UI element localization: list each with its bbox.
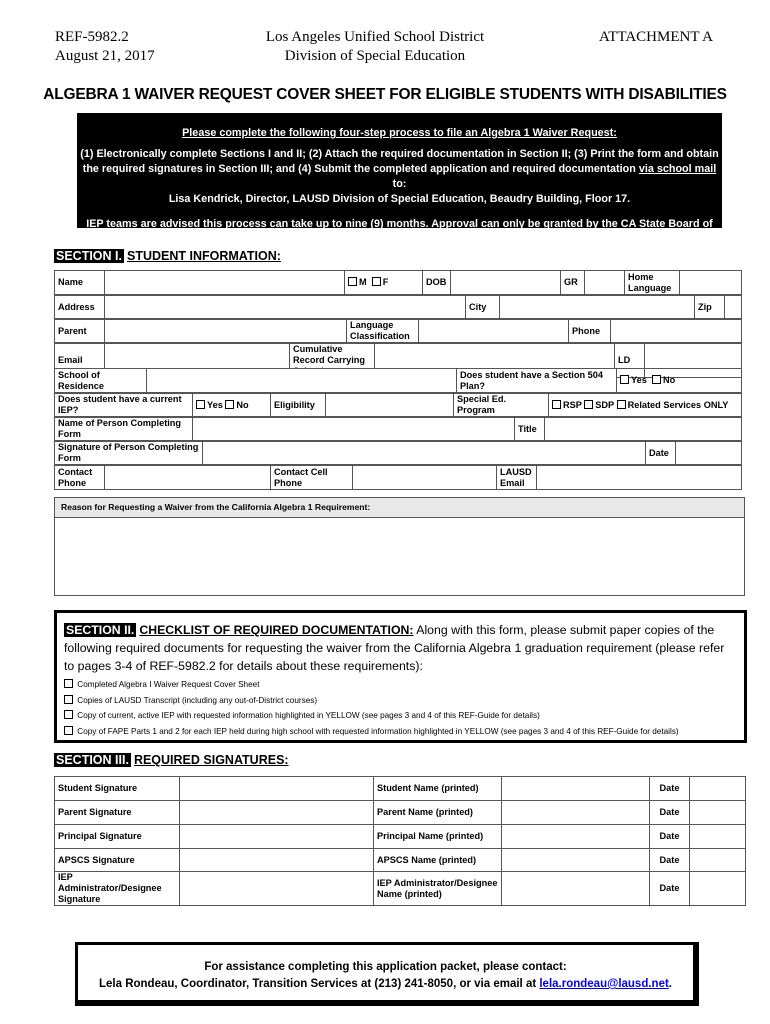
section3-name: REQUIRED SIGNATURES: (133, 753, 289, 767)
contact-cell-label: Contact Cell Phone (271, 466, 353, 490)
section504-label: Does student have a Section 504 Plan? (457, 369, 617, 393)
signatures-table (54, 776, 746, 906)
checklist-item[interactable] (64, 708, 737, 724)
phone-field[interactable] (611, 320, 742, 343)
home-language-label: Home Language (625, 271, 680, 295)
city-field[interactable] (500, 296, 695, 319)
form-title: ALGEBRA 1 WAIVER REQUEST COVER SHEET FOR ELIGIBLE STUDENTS WITH DISABILITIES (43, 86, 727, 103)
checkbox-f[interactable] (372, 277, 381, 286)
gr-field[interactable] (585, 271, 625, 295)
title-field[interactable] (545, 418, 742, 441)
contact-line2 (78, 976, 693, 993)
contact-phone-field[interactable] (105, 466, 271, 490)
cumulative-record-label: Cumulative Record Carrying (290, 344, 375, 378)
section504-no-label: No (662, 375, 676, 385)
signature-row (55, 849, 746, 872)
dob-label: DOB (423, 271, 451, 295)
row-person-completing (54, 417, 742, 441)
sig-field[interactable] (180, 777, 374, 801)
city-label: City (466, 296, 500, 319)
program-related-services-label: Related Services ONLY (627, 399, 729, 410)
gender-f-label: F (382, 277, 389, 287)
parent-field[interactable] (105, 320, 347, 343)
name-label: Name (55, 271, 105, 295)
current-iep-label: Does student have a current IEP? (55, 394, 193, 417)
row-signature-person (54, 441, 742, 465)
sig-label: Principal Signature (55, 825, 180, 849)
sig-label: IEP Administrator/Designee Signature (55, 872, 180, 906)
instructions-line3: Lisa Kendrick, Director, LAUSD Division of Special Education, Beaudry Building, Floor 17. (168, 193, 631, 205)
checklist-item-label: Copy of FAPE Parts 1 and 2 for each IEP held during high school with requested information highlighted in YELLOW (see pages 3 and 4 of this REF-Guide for details) (77, 726, 679, 736)
date-label: Date (650, 825, 690, 849)
checkbox-504-yes[interactable] (620, 375, 629, 384)
printed-label: Principal Name (printed) (374, 825, 502, 849)
checklist-item-label: Completed Algebra I Waiver Request Cover Sheet (77, 680, 260, 689)
lausd-email-field[interactable] (537, 466, 742, 490)
gender-m-label: M (359, 277, 367, 287)
eligibility-label: Eligibility (271, 394, 326, 417)
section504-options (617, 369, 742, 393)
lausd-email-label: LAUSD Email (497, 466, 537, 490)
name-field[interactable] (105, 271, 345, 295)
instructions-box (77, 113, 722, 245)
person-completing-label: Name of Person Completing Form (55, 418, 193, 441)
eligibility-field[interactable] (326, 394, 454, 417)
gr-label: GR (561, 271, 585, 295)
email-label: Email (55, 344, 105, 378)
section1-heading (54, 249, 281, 263)
iep-no[interactable] (225, 400, 248, 410)
printed-label: Parent Name (printed) (374, 801, 502, 825)
date-field[interactable] (690, 777, 746, 801)
zip-label: Zip (695, 296, 725, 319)
person-completing-field[interactable] (193, 418, 515, 441)
section1-tag: SECTION I. (56, 249, 122, 263)
instructions-line2-text: the required signatures in Section III; and (4) Submit the completed application and required documentation (82, 163, 639, 175)
program-rsp-label: RSP (563, 399, 582, 410)
checklist (64, 677, 737, 739)
printed-field[interactable] (502, 777, 650, 801)
signature-row (55, 777, 746, 801)
section2-intro (64, 621, 737, 675)
signature-row (55, 872, 746, 906)
school-of-residence-label: School of Residence (55, 369, 147, 393)
row-iep (54, 393, 742, 417)
ref-number: REF-5982.2 (55, 29, 129, 45)
instructions-heading: Please complete the following four-step process to file an Algebra 1 Waiver Request: (182, 127, 617, 139)
program-related-services[interactable] (617, 400, 729, 410)
program-sdp-label: SDP (595, 399, 615, 410)
date-field[interactable] (690, 872, 746, 906)
sig-label: Parent Signature (55, 801, 180, 825)
signature-row (55, 801, 746, 825)
checkbox-item-3[interactable] (64, 710, 73, 719)
program-sdp[interactable] (584, 400, 614, 410)
attachment-label: ATTACHMENT A (599, 29, 713, 45)
section2-name: CHECKLIST OF REQUIRED DOCUMENTATION: (139, 623, 414, 637)
row-contact (54, 465, 742, 490)
instructions-line1: (1) Electronically complete Sections I and II; (2) Attach the required documentation in Section II; (3) Print the form and obtain (80, 148, 719, 160)
checkbox-rsp[interactable] (552, 400, 561, 409)
date-field[interactable] (690, 849, 746, 872)
section504-yes[interactable] (620, 375, 647, 385)
section2-heading (64, 623, 414, 637)
district-header (230, 28, 520, 66)
printed-field[interactable] (502, 849, 650, 872)
reason-box (54, 497, 745, 596)
instructions-line2-end: to: (392, 178, 407, 190)
parent-label: Parent (55, 320, 105, 343)
checkbox-iep-no[interactable] (225, 400, 234, 409)
section2-tag: SECTION II. (66, 623, 135, 637)
checkbox-sdp[interactable] (584, 400, 593, 409)
printed-label: APSCS Name (printed) (374, 849, 502, 872)
checkbox-item-1[interactable] (64, 679, 73, 688)
row-name (54, 270, 742, 295)
section504-yes-label: Yes (631, 375, 647, 385)
sig-label: Student Signature (55, 777, 180, 801)
row-parent (54, 319, 742, 343)
dob-field[interactable] (451, 271, 561, 295)
sig-field[interactable] (180, 849, 374, 872)
sig-field[interactable] (180, 825, 374, 849)
row-school (54, 368, 742, 393)
language-classification-field[interactable] (419, 320, 569, 343)
reason-field[interactable] (55, 518, 744, 596)
section504-no[interactable] (652, 375, 675, 385)
section2-box (54, 610, 747, 743)
division-name: Division of Special Education (284, 48, 466, 64)
program-rsp[interactable] (552, 400, 582, 410)
contact-email-link[interactable]: lela.rondeau@lausd.net (539, 978, 669, 990)
gender-options (345, 271, 423, 295)
checklist-item[interactable] (64, 677, 737, 693)
date-label: Date (650, 872, 690, 906)
iep-no-label: No (236, 399, 249, 410)
checklist-item[interactable] (64, 693, 737, 709)
checkbox-item-2[interactable] (64, 695, 73, 704)
phone-label: Phone (569, 320, 611, 343)
school-mail-link: via school mail (638, 163, 717, 175)
date-label: Date (650, 849, 690, 872)
printed-label: Student Name (printed) (374, 777, 502, 801)
signature-person-field[interactable] (203, 442, 646, 465)
ld-label: LD (615, 344, 645, 378)
district-name: Los Angeles Unified School District (265, 29, 485, 45)
section1-name: STUDENT INFORMATION: (126, 249, 281, 263)
address-label: Address (55, 296, 105, 319)
section2-intro-text: Along with this form, please submit paper copies of the following required documents for requesting the waiver from the California Algebra 1 graduation requirement (please refer to pages 3-4 of REF-5982.2 for details about these requirements): (64, 623, 725, 673)
signature-row (55, 825, 746, 849)
signature-date-field[interactable] (676, 442, 742, 465)
iep-yes-label: Yes (207, 399, 223, 410)
address-field[interactable] (105, 296, 466, 319)
gender-f[interactable] (372, 277, 389, 287)
signature-date-label: Date (646, 442, 676, 465)
checklist-item-label: Copy of current, active IEP with requested information highlighted in YELLOW (see pages 3 and 4 of this REF-Guide for details) (77, 711, 540, 720)
checkbox-504-no[interactable] (652, 375, 661, 384)
date-field[interactable] (690, 825, 746, 849)
ref-date: August 21, 2017 (55, 48, 155, 64)
document-ref (55, 28, 155, 66)
sig-field[interactable] (180, 801, 374, 825)
checklist-item[interactable] (64, 724, 737, 740)
section3-tag: SECTION III. (56, 753, 129, 767)
zip-field[interactable] (725, 296, 742, 319)
language-classification-label: Language Classification (347, 320, 419, 343)
contact-line2-end: . (668, 978, 672, 990)
instructions-advisory: IEP teams are advised this process can take up to nine (9) months. Approval can only be granted by the CA State Board of Ed. (86, 218, 713, 245)
special-ed-program-label: Special Ed. Program (454, 394, 549, 417)
special-ed-options (549, 394, 742, 417)
contact-line1: For assistance completing this application packet, please contact: (204, 961, 567, 973)
current-iep-options (193, 394, 271, 417)
date-label: Date (650, 801, 690, 825)
sig-field[interactable] (180, 872, 374, 906)
school-of-residence-field[interactable] (147, 369, 457, 393)
contact-cell-field[interactable] (353, 466, 497, 490)
checkbox-related-services[interactable] (617, 400, 626, 409)
printed-label: IEP Administrator/Designee Name (printed) (374, 872, 502, 906)
printed-field[interactable] (502, 872, 650, 906)
instructions-line2 (77, 162, 722, 192)
printed-field[interactable] (502, 825, 650, 849)
reason-label: Reason for Requesting a Waiver from the California Algebra 1 Requirement: (55, 498, 744, 518)
contact-box (75, 942, 699, 1006)
checkbox-iep-yes[interactable] (196, 400, 205, 409)
checkbox-m[interactable] (348, 277, 357, 286)
checkbox-item-4[interactable] (64, 726, 73, 735)
home-language-field[interactable] (680, 271, 742, 295)
date-label: Date (650, 777, 690, 801)
contact-phone-label: Contact Phone (55, 466, 105, 490)
iep-yes[interactable] (196, 400, 223, 410)
checklist-item-label: Copies of LAUSD Transcript (including any out-of-District courses) (77, 695, 318, 705)
gender-m[interactable] (348, 277, 367, 287)
section3-heading (54, 753, 289, 767)
sig-label: APSCS Signature (55, 849, 180, 872)
row-address (54, 295, 742, 319)
date-field[interactable] (690, 801, 746, 825)
signature-person-label: Signature of Person Completing Form (55, 442, 203, 465)
title-label: Title (515, 418, 545, 441)
printed-field[interactable] (502, 801, 650, 825)
contact-line2-text: Lela Rondeau, Coordinator, Transition Services at (213) 241-8050, or via email at (99, 978, 540, 990)
